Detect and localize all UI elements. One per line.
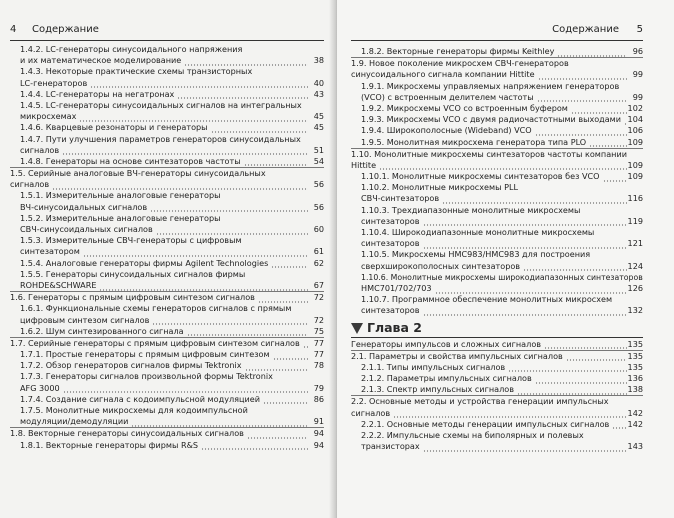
- right-toc-before-chapter: [351, 46, 643, 317]
- toc-entry-page: 91: [313, 416, 324, 427]
- toc-entry: [10, 78, 324, 89]
- toc-entry-text: 1.10.5. Микросхемы HMC983/HMC983 для построения: [361, 249, 591, 260]
- toc-entry: [351, 182, 643, 193]
- toc-entry: [10, 258, 324, 269]
- toc-dot-leader: [535, 373, 627, 384]
- toc-entry-text: 1.10.2. Монолитные микросхемы PLL: [361, 182, 518, 193]
- toc-entry: [10, 326, 324, 337]
- toc-entry-page: 121: [627, 238, 643, 249]
- toc-dot-leader: [273, 349, 308, 360]
- toc-entry-text: 1.10.6. Монолитные микросхемы широкодиапазонных синтезаторов: [361, 271, 643, 282]
- toc-entry-page: 96: [632, 46, 643, 56]
- toc-entry-text: 1.5.2. Измерительные аналоговые генераторы: [20, 212, 221, 223]
- toc-dot-leader: [535, 125, 627, 136]
- toc-entry: [351, 46, 643, 57]
- toc-entry-page: 54: [313, 155, 324, 166]
- toc-dot-leader: [538, 69, 627, 80]
- toc-entry-text: 1.10.1. Монолитные микросхемы синтезаторов без VCO: [361, 171, 600, 182]
- toc-entry-page: 102: [627, 102, 643, 113]
- toc-entry-page: 99: [632, 91, 643, 102]
- left-page-number: 4: [10, 24, 17, 35]
- toc-entry: [10, 179, 324, 190]
- toc-entry-text: 1.5.4. Аналоговые генераторы фирмы Agilent Technologies: [20, 257, 269, 268]
- toc-entry-text: 1.9.5. Монолитная микросхема генератора типа PLO: [361, 136, 587, 147]
- toc-dot-leader: [156, 224, 308, 235]
- toc-dot-leader: [423, 441, 627, 452]
- toc-entry-text: 1.8. Векторные генераторы синусоидальных сигналов: [10, 428, 244, 439]
- toc-entry-text: 1.4.4. LC-генераторы на негатронах: [20, 88, 175, 99]
- toc-entry-text: 2.1.1. Типы импульсных сигналов: [361, 361, 506, 372]
- toc-dot-leader: [571, 103, 627, 114]
- toc-entry-text: СВЧ-синусоидальных сигналов: [20, 224, 153, 234]
- toc-entry: [10, 416, 324, 427]
- toc-entry-page: 45: [313, 111, 324, 122]
- right-header-rule: [351, 40, 643, 41]
- toc-entry-text: 2.1.3. Спектр импульсных сигналов: [361, 384, 514, 395]
- toc-entry-page: 109: [627, 136, 643, 147]
- chapter-heading: [351, 319, 643, 339]
- toc-entry-text: AFG 3000: [20, 382, 60, 393]
- toc-entry-text: синтезатором: [20, 246, 80, 257]
- toc-entry-text: 1.8.2. Векторные генераторы фирмы Keithley: [361, 46, 555, 56]
- toc-entry-page: 75: [313, 325, 324, 336]
- toc-entry-text: 1.6. Генераторы с прямым цифровым синтезом сигналов: [10, 292, 255, 303]
- toc-entry: [10, 168, 324, 179]
- toc-dot-leader: [423, 305, 627, 316]
- toc-entry-page: 94: [313, 428, 324, 439]
- right-toc-after-chapter: [351, 339, 643, 453]
- toc-entry: [351, 81, 643, 92]
- toc-dot-leader: [612, 419, 627, 430]
- left-page-header: [10, 22, 324, 38]
- toc-entry-text: 1.7.3. Генераторы сигналов произвольной формы Tektronix: [20, 371, 273, 382]
- toc-dot-leader: [201, 440, 308, 451]
- toc-dot-leader: [442, 193, 627, 204]
- toc-entry-page: 135: [627, 361, 643, 372]
- toc-entry-text: 1.5.3. Измерительные СВЧ-генераторы с цифровым: [20, 235, 242, 246]
- toc-entry: [10, 122, 324, 133]
- toc-entry-text: 1.7.2. Обзор генераторов сигналов фирмы Tektronix: [20, 360, 242, 371]
- toc-entry-text: 1.7.1. Простые генераторы с прямым цифровым синтезом: [20, 349, 270, 360]
- toc-entry-page: 143: [627, 441, 643, 452]
- toc-entry-text: сигналов: [20, 144, 60, 155]
- toc-entry-page: 142: [627, 418, 643, 429]
- toc-entry-page: 94: [313, 439, 324, 450]
- toc-entry: [351, 294, 643, 305]
- toc-entry: [351, 103, 643, 114]
- toc-entry: [10, 89, 324, 100]
- toc-dot-leader: [187, 326, 308, 337]
- toc-entry-text: 1.4.7. Пути улучшения параметров генераторов синусоидальных: [20, 133, 301, 144]
- toc-entry-text: (VCO) с встроенным делителем частоты: [361, 91, 534, 102]
- toc-entry: [10, 44, 324, 55]
- toc-dot-leader: [566, 351, 627, 362]
- left-header-rule: [10, 40, 324, 41]
- toc-entry-text: цифровым синтезом сигналов: [20, 314, 150, 325]
- toc-entry: [10, 440, 324, 451]
- toc-entry: [351, 216, 643, 227]
- toc-entry-text: 1.10.4. Широкодиапазонные монолитные микросхемы: [361, 227, 595, 237]
- right-page: [337, 0, 674, 518]
- toc-entry: [10, 360, 324, 371]
- toc-entry-text: 1.7.4. Создание сигнала с кодоимпульсной модуляцией: [20, 393, 261, 404]
- toc-entry: [351, 373, 643, 384]
- toc-entry-page: 109: [627, 159, 643, 170]
- toc-entry: [10, 202, 324, 213]
- toc-entry-page: 72: [313, 314, 324, 325]
- toc-entry: [10, 235, 324, 246]
- toc-entry-page: 43: [313, 88, 324, 99]
- toc-entry-text: LC-генераторов: [20, 77, 88, 88]
- toc-entry-text: Hittite: [351, 159, 377, 170]
- toc-dot-leader: [245, 360, 308, 371]
- toc-dot-leader: [99, 280, 308, 291]
- toc-entry-text: 1.6.2. Шум синтезированного сигнала: [20, 325, 184, 336]
- toc-entry: [351, 249, 643, 260]
- toc-entry: [351, 396, 643, 407]
- toc-entry: [10, 111, 324, 122]
- toc-entry: [351, 137, 643, 148]
- toc-entry: [351, 193, 643, 204]
- toc-dot-leader: [131, 416, 308, 427]
- toc-entry-text: 1.9.4. Широкополосные (Wideband) VCO: [361, 125, 532, 136]
- toc-entry: [351, 58, 643, 69]
- toc-entry: [351, 261, 643, 272]
- toc-entry: [351, 351, 643, 362]
- toc-dot-leader: [152, 315, 308, 326]
- toc-dot-leader: [537, 92, 627, 103]
- toc-entry-page: 67: [313, 279, 324, 290]
- toc-dot-leader: [83, 246, 308, 257]
- toc-dot-leader: [150, 202, 308, 213]
- toc-entry: [10, 190, 324, 201]
- toc-entry: [351, 149, 643, 160]
- toc-entry-text: 2.2. Основные методы и устройства генерации импульсных: [351, 396, 609, 407]
- toc-entry-page: 132: [627, 305, 643, 316]
- toc-dot-leader: [517, 384, 627, 395]
- toc-dot-leader: [423, 216, 627, 227]
- toc-entry: [10, 156, 324, 167]
- toc-entry-page: 51: [313, 144, 324, 155]
- toc-dot-leader: [244, 156, 308, 167]
- toc-entry: [351, 283, 643, 294]
- toc-dot-leader: [62, 145, 308, 156]
- toc-entry: [10, 338, 324, 349]
- toc-entry-page: 72: [313, 292, 324, 303]
- toc-entry-text: 1.10. Монолитные микросхемы синтезаторов частоты компании: [351, 148, 627, 159]
- left-page-running-title: Содержание: [32, 24, 99, 35]
- toc-entry: [10, 134, 324, 145]
- toc-entry: [351, 125, 643, 136]
- toc-entry-text: 1.9.3. Микросхемы VCO с двумя радиочастотными выходами: [361, 114, 622, 125]
- toc-entry-page: 119: [627, 215, 643, 226]
- toc-dot-leader: [589, 137, 627, 148]
- toc-entry-page: 38: [313, 55, 324, 66]
- toc-entry: [10, 303, 324, 314]
- toc-entry: [351, 441, 643, 452]
- chapter-title: Глава 2: [367, 319, 422, 335]
- toc-entry: [351, 114, 643, 125]
- toc-entry-page: 124: [627, 260, 643, 271]
- toc-dot-leader: [52, 179, 308, 190]
- toc-entry: [351, 305, 643, 316]
- toc-dot-leader: [435, 283, 627, 294]
- toc-entry-text: 1.5. Серийные аналоговые ВЧ-генераторы синусоидальных: [10, 168, 266, 179]
- left-page: [0, 0, 335, 518]
- toc-dot-leader: [211, 122, 308, 133]
- toc-dot-leader: [557, 46, 627, 57]
- toc-entry: [10, 213, 324, 224]
- toc-entry-page: 40: [313, 77, 324, 88]
- toc-entry-text: сигналов: [10, 179, 50, 190]
- toc-entry: [10, 394, 324, 405]
- toc-entry-page: 116: [627, 193, 643, 204]
- toc-entry-page: 45: [313, 122, 324, 133]
- toc-entry-text: 2.2.2. Импульсные схемы на биполярных и полевых: [361, 430, 584, 440]
- toc-entry-text: 1.6.1. Функциональные схемы генераторов сигналов с прямым: [20, 303, 292, 314]
- toc-entry-page: 106: [627, 125, 643, 136]
- toc-entry-text: 1.7. Серийные генераторы с прямым цифровым синтезом сигналов: [10, 337, 300, 348]
- toc-dot-leader: [379, 160, 627, 171]
- right-page-running-title: Содержание: [552, 24, 619, 35]
- toc-entry-text: 1.8.1. Векторные генераторы фирмы R&S: [20, 439, 199, 450]
- toc-dot-leader: [523, 261, 627, 272]
- toc-entry-text: транзисторах: [361, 441, 420, 452]
- toc-entry-text: 2.2.1. Основные методы генерации импульсных сигналов: [361, 418, 610, 429]
- toc-dot-leader: [603, 171, 627, 182]
- toc-entry: [10, 280, 324, 291]
- toc-entry-text: 1.9. Новое поколение микросхем СВЧ-генераторов: [351, 58, 569, 69]
- toc-entry: [351, 419, 643, 430]
- toc-entry-text: 1.4.3. Некоторые практические схемы транзисторных: [20, 66, 253, 77]
- toc-entry-page: 79: [313, 382, 324, 393]
- right-page-number: 5: [636, 24, 643, 35]
- toc-entry: [351, 205, 643, 216]
- toc-entry-text: синтезаторов: [361, 305, 420, 316]
- toc-entry-text: 1.10.7. Программное обеспечение монолитных микросхем: [361, 294, 613, 305]
- toc-dot-leader: [303, 338, 308, 349]
- toc-dot-leader: [184, 55, 308, 66]
- toc-entry-text: ROHDE&SCHWARE: [20, 279, 97, 290]
- toc-entry-text: 1.4.6. Кварцевые резонаторы и генераторы: [20, 122, 208, 133]
- toc-entry-text: СВЧ-синтезаторов: [361, 193, 440, 204]
- toc-entry-text: ВЧ-синусоидальных сигналов: [20, 201, 148, 212]
- toc-entry: [351, 384, 643, 395]
- right-page-header: [351, 22, 643, 38]
- right-toc-list: [351, 46, 643, 452]
- toc-entry: [351, 238, 643, 249]
- toc-entry: [10, 100, 324, 111]
- toc-entry-page: 77: [313, 349, 324, 360]
- toc-entry: [351, 69, 643, 80]
- toc-entry-page: 136: [627, 373, 643, 384]
- left-toc-list: [10, 44, 324, 451]
- toc-dot-leader: [624, 114, 627, 125]
- toc-entry: [10, 269, 324, 280]
- chapter-rule: [351, 337, 643, 338]
- toc-entry: [10, 383, 324, 394]
- toc-entry-page: 126: [627, 282, 643, 293]
- toc-entry: [10, 371, 324, 382]
- toc-dot-leader: [508, 362, 627, 373]
- toc-entry: [10, 292, 324, 303]
- toc-entry-text: 1.4.5. LC-генераторы синусоидальных сигналов на интегральных: [20, 99, 302, 110]
- toc-entry-page: 109: [627, 171, 643, 182]
- toc-dot-leader: [258, 292, 308, 303]
- toc-entry-page: 142: [627, 407, 643, 418]
- toc-entry: [351, 227, 643, 238]
- toc-entry-page: 135: [627, 338, 643, 349]
- toc-entry: [351, 430, 643, 441]
- toc-entry-page: 138: [627, 384, 643, 395]
- toc-entry: [10, 246, 324, 257]
- toc-entry-text: 1.10.3. Трехдиапазонные монолитные микросхемы: [361, 204, 581, 215]
- toc-entry: [351, 171, 643, 182]
- toc-entry-page: 99: [632, 69, 643, 80]
- toc-dot-leader: [79, 111, 308, 122]
- toc-entry: [10, 66, 324, 77]
- toc-entry-text: Генераторы импульсов и сложных сигналов: [351, 338, 542, 349]
- toc-entry-text: сигналов: [351, 407, 391, 418]
- toc-entry-page: 78: [313, 360, 324, 371]
- toc-entry-text: 1.5.1. Измерительные аналоговые генераторы: [20, 190, 221, 201]
- toc-entry-text: 1.4.2. LC-генераторы синусоидального напряжения: [20, 44, 243, 54]
- toc-entry-page: 135: [627, 350, 643, 361]
- toc-entry: [10, 405, 324, 416]
- toc-entry-text: синусоидального сигнала компании Hittite: [351, 69, 535, 80]
- chapter-triangle-icon: [351, 323, 363, 334]
- toc-entry-text: сверхширокополосных синтезаторов: [361, 260, 521, 271]
- toc-entry-text: модуляции/демодуляции: [20, 416, 129, 427]
- toc-entry: [351, 92, 643, 103]
- toc-entry-page: 77: [313, 337, 324, 348]
- toc-entry-text: 1.5.5. Генераторы синусоидальных сигналов фирмы: [20, 268, 246, 279]
- toc-entry: [351, 339, 643, 350]
- toc-entry-page: 61: [313, 246, 324, 257]
- toc-dot-leader: [544, 339, 627, 350]
- toc-entry-text: 2.1.2. Параметры импульсных сигналов: [361, 373, 532, 384]
- toc-entry-text: 1.7.5. Монолитные микросхемы для кодоимпульсной: [20, 405, 248, 415]
- toc-entry-text: и их математическое моделирование: [20, 55, 182, 66]
- toc-dot-leader: [393, 408, 627, 419]
- toc-entry-text: HMC701/702/703: [361, 282, 432, 293]
- toc-dot-leader: [63, 383, 308, 394]
- toc-dot-leader: [177, 89, 308, 100]
- toc-entry-page: 62: [313, 257, 324, 268]
- toc-entry-text: 2.1. Параметры и свойства импульсных сигналов: [351, 350, 563, 361]
- toc-dot-leader: [423, 238, 627, 249]
- toc-entry: [10, 349, 324, 360]
- toc-dot-leader: [263, 394, 308, 405]
- toc-entry: [351, 362, 643, 373]
- toc-entry-text: синтезаторов: [361, 215, 420, 226]
- toc-entry-text: синтезаторов: [361, 238, 420, 249]
- toc-entry-text: 1.9.1. Микросхемы управляемых напряжением генераторов: [361, 80, 620, 91]
- toc-dot-leader: [90, 78, 308, 89]
- toc-dot-leader: [271, 258, 308, 269]
- toc-entry-text: 1.4.8. Генераторы на основе синтезаторов частоты: [20, 155, 241, 166]
- toc-dot-leader: [247, 428, 308, 439]
- toc-entry: [10, 224, 324, 235]
- toc-entry: [10, 55, 324, 66]
- toc-entry-page: 56: [313, 201, 324, 212]
- toc-entry-text: 1.9.2. Микросхемы VCO со встроенным буфером: [361, 102, 568, 113]
- toc-entry: [351, 408, 643, 419]
- toc-entry-page: 86: [313, 393, 324, 404]
- toc-entry: [10, 428, 324, 439]
- toc-entry-page: 56: [313, 179, 324, 190]
- toc-entry-page: 104: [627, 114, 643, 125]
- toc-entry: [10, 145, 324, 156]
- toc-entry: [351, 272, 643, 283]
- toc-entry: [351, 160, 643, 171]
- toc-entry-text: микросхемах: [20, 111, 77, 122]
- toc-entry: [10, 315, 324, 326]
- toc-entry-page: 60: [313, 224, 324, 234]
